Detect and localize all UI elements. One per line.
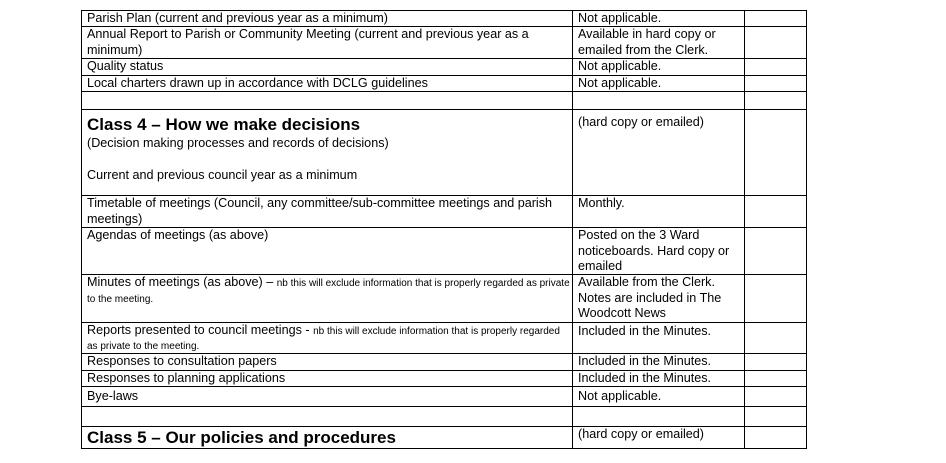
- item-cell: Annual Report to Parish or Community Meeting (current and previous year as a minimum): [82, 27, 573, 59]
- class4-heading: Class 4 – How we make decisions: [87, 115, 361, 135]
- table-row: [82, 354, 807, 370]
- item-note: nb this will exclude information that is properly regarded as private to the meeting.: [87, 278, 570, 305]
- item-cell: Local charters drawn up in accordance with DCLG guidelines: [82, 75, 573, 91]
- class4-header-cell: [82, 110, 573, 196]
- spacer-row: [82, 92, 807, 110]
- item-cell: Quality status: [82, 59, 573, 75]
- class5-header-cell: [82, 427, 573, 449]
- empty-cell: [745, 75, 807, 91]
- item-note: nb this will exclude information that is properly regarded as private to the meeting.: [87, 325, 560, 353]
- table-row: [82, 387, 807, 407]
- table-row: [82, 370, 807, 386]
- empty-cell: [745, 322, 807, 354]
- empty-cell: [745, 427, 807, 449]
- empty-cell: [745, 92, 807, 110]
- empty-cell: [82, 407, 573, 427]
- empty-cell: [745, 59, 807, 75]
- item-text: Minutes of meetings (as above) –: [87, 275, 277, 290]
- item-cell: Parish Plan (current and previous year as a minimum): [82, 11, 573, 27]
- status-cell: Monthly.: [573, 196, 745, 228]
- item-cell: [82, 275, 573, 322]
- empty-cell: [82, 92, 573, 110]
- status-cell: (hard copy or emailed): [573, 427, 745, 449]
- class4-note: Current and previous council year as a minimum: [87, 167, 358, 182]
- empty-cell: [745, 27, 807, 59]
- empty-cell: [745, 275, 807, 322]
- table-row: [82, 228, 807, 275]
- empty-cell: [745, 387, 807, 407]
- status-cell: Not applicable.: [573, 11, 745, 27]
- status-cell: Available in hard copy or emailed from the Clerk.: [573, 27, 745, 59]
- item-text: Reports presented to council meetings -: [87, 322, 314, 337]
- status-cell: (hard copy or emailed): [573, 110, 745, 196]
- empty-cell: [745, 228, 807, 275]
- table-row: [82, 11, 807, 27]
- item-cell: [82, 322, 573, 354]
- class4-header-row: [82, 110, 807, 196]
- empty-cell: [745, 196, 807, 228]
- item-cell: Agendas of meetings (as above): [82, 228, 573, 275]
- class5-header-row: [82, 427, 807, 449]
- empty-cell: [745, 354, 807, 370]
- table-row: [82, 322, 807, 354]
- status-cell: Not applicable.: [573, 75, 745, 91]
- status-cell: Included in the Minutes.: [573, 370, 745, 386]
- empty-cell: [745, 11, 807, 27]
- status-cell: Available from the Clerk. Notes are included in The Woodcott News: [573, 275, 745, 322]
- status-cell: Not applicable.: [573, 387, 745, 407]
- item-cell: Responses to planning applications: [82, 370, 573, 386]
- empty-cell: [745, 407, 807, 427]
- status-cell: Included in the Minutes.: [573, 322, 745, 354]
- empty-cell: [573, 92, 745, 110]
- publication-scheme-table: [81, 10, 807, 449]
- spacer-row: [82, 407, 807, 427]
- empty-cell: [745, 370, 807, 386]
- spacer: [87, 152, 572, 168]
- table-row: [82, 275, 807, 322]
- table-row: [82, 59, 807, 75]
- empty-cell: [573, 407, 745, 427]
- item-cell: Timetable of meetings (Council, any committee/sub-committee meetings and parish meetings): [82, 196, 573, 228]
- item-cell: Bye-laws: [82, 387, 573, 407]
- table-row: [82, 27, 807, 59]
- empty-cell: [745, 110, 807, 196]
- table-row: [82, 196, 807, 228]
- table-row: [82, 75, 807, 91]
- status-cell: Included in the Minutes.: [573, 354, 745, 370]
- status-cell: Posted on the 3 Ward noticeboards. Hard copy or emailed: [573, 228, 745, 275]
- item-cell: Responses to consultation papers: [82, 354, 573, 370]
- class5-heading: Class 5 – Our policies and procedures: [87, 428, 396, 448]
- class4-subheading: (Decision making processes and records of decisions): [87, 136, 389, 151]
- status-cell: Not applicable.: [573, 59, 745, 75]
